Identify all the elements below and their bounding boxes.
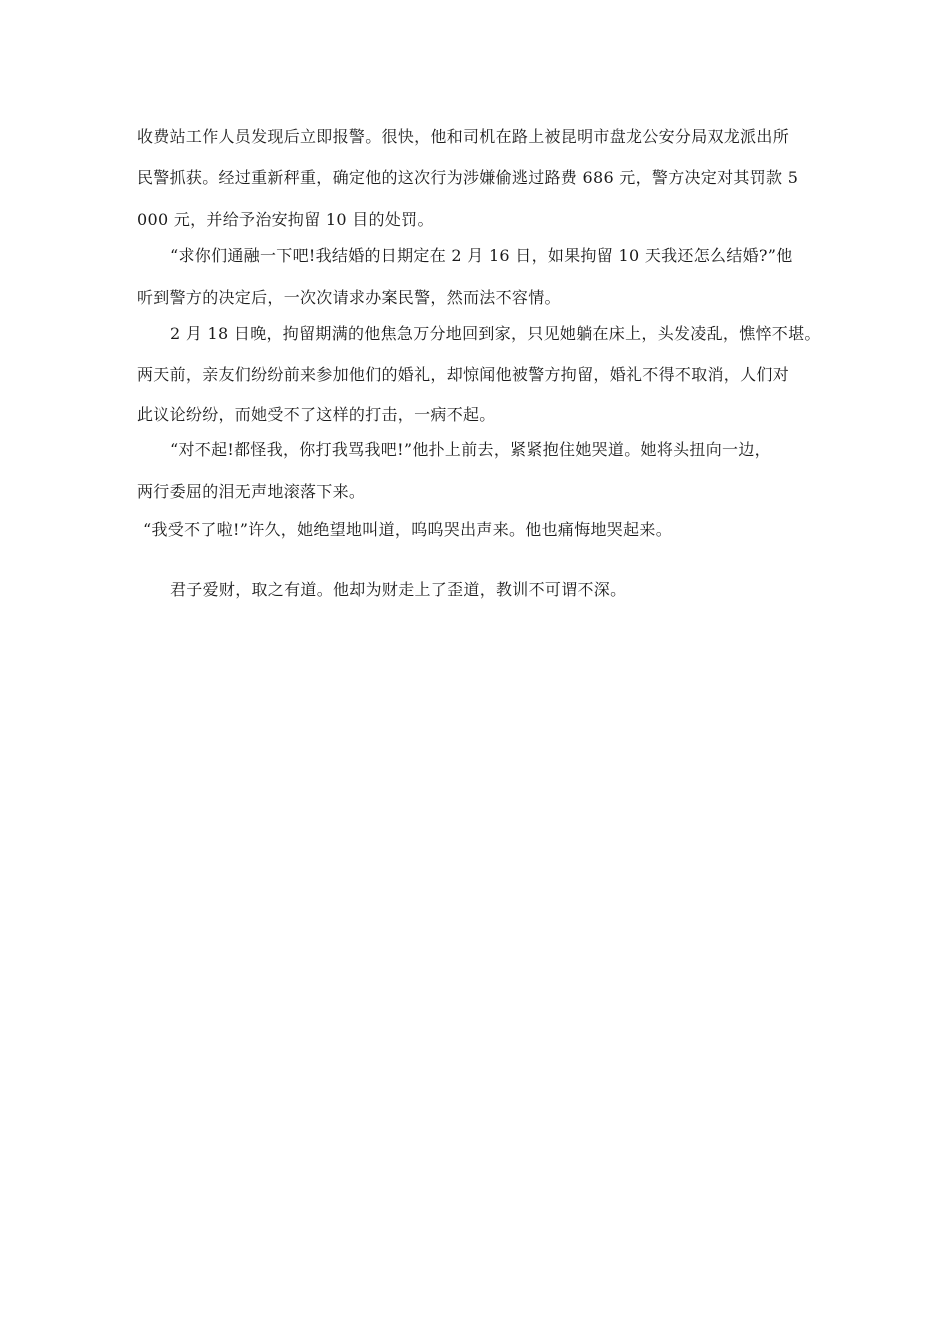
text-line: 两天前，亲友们纷纷前来参加他们的婚礼，却惊闻他被警方拘留，婚礼不得不取消，人们对 bbox=[137, 365, 790, 384]
text-line: “求你们通融一下吧!我结婚的日期定在 2 月 16 日，如果拘留 10 天我还怎么结婚?”他 bbox=[170, 246, 793, 265]
text-line: “我受不了啦!”许久，她绝望地叫道，呜呜哭出声来。他也痛悔地哭起来。 bbox=[143, 520, 672, 539]
text-line: “对不起!都怪我，你打我骂我吧!”他扑上前去，紧紧抱住她哭道。她将头扭向一边， bbox=[170, 440, 771, 459]
text-line: 听到警方的决定后，一次次请求办案民警，然而法不容情。 bbox=[137, 288, 561, 307]
text-line: 民警抓获。经过重新秤重，确定他的这次行为涉嫌偷逃过路费 686 元，警方决定对其罚款 5 bbox=[137, 168, 799, 187]
text-line: 两行委屈的泪无声地滚落下来。 bbox=[137, 482, 366, 501]
text-line: 收费站工作人员发现后立即报警。很快，他和司机在路上被昆明市盘龙公安分局双龙派出所 bbox=[137, 127, 790, 146]
text-line: 此议论纷纷，而她受不了这样的打击，一病不起。 bbox=[137, 405, 496, 424]
text-line: 2 月 18 日晚，拘留期满的他焦急万分地回到家，只见她躺在床上，头发凌乱，憔悴不堪。 bbox=[170, 324, 821, 343]
text-line: 000 元，并给予治安拘留 10 目的处罚。 bbox=[137, 210, 434, 229]
text-line: 君子爱财，取之有道。他却为财走上了歪道，教训不可谓不深。 bbox=[170, 580, 627, 599]
